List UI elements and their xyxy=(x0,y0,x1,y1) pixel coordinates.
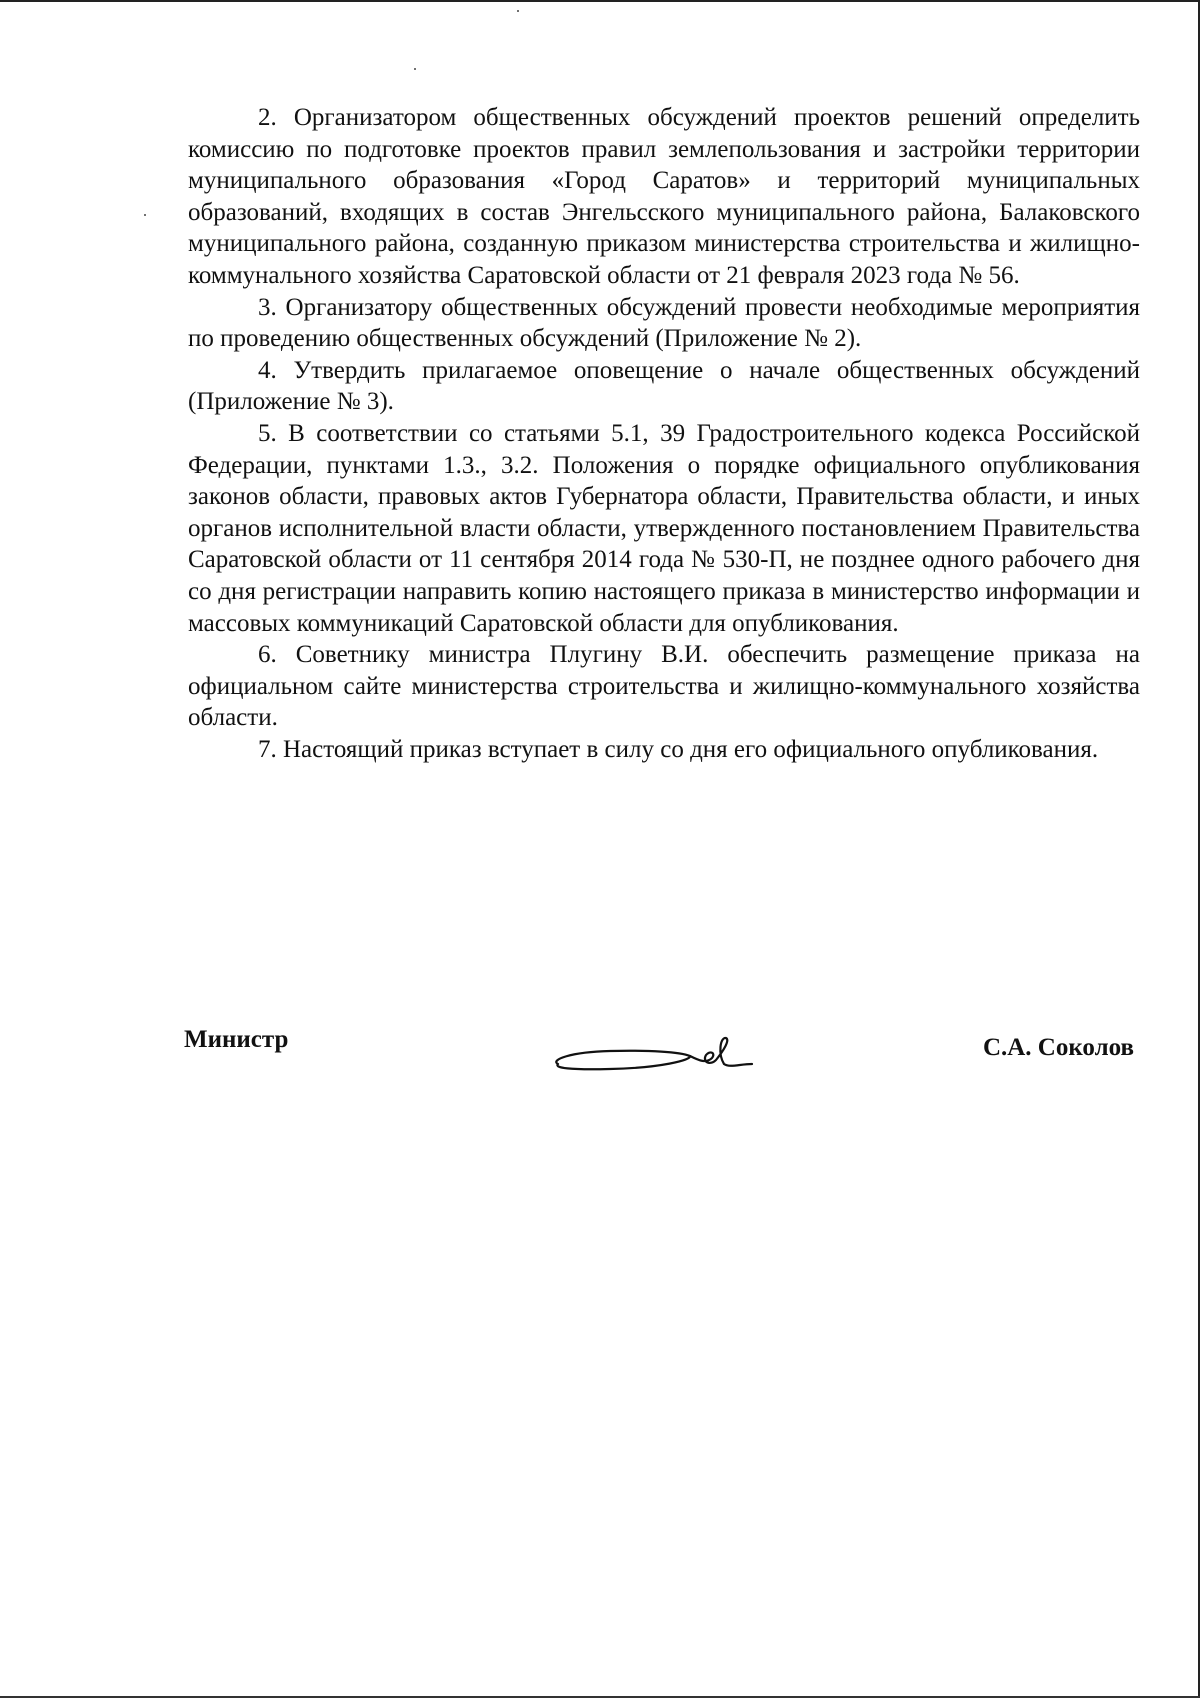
scan-edge-top xyxy=(0,0,1200,2)
scan-speck xyxy=(144,214,146,216)
scan-speck xyxy=(414,68,416,70)
paragraph-3: 3. Организатору общественных обсуждений провести необходимые мероприятия по проведению общественных обсуждений (Приложение № 2). xyxy=(188,293,1140,353)
paragraph-2: 2. Организатором общественных обсуждений проектов решений определить комиссию по подготовке проектов правил землепользования и застройки территории муниципального образования «Город Саратов» и территорий муниципальных образований, входящих в состав Энгельсского муниципального района, Балаковского муниципального района, созданную приказом министерства строительства и жилищно-коммунального хозяйства Саратовской области от 21 февраля 2023 года № 56. xyxy=(188,104,1140,289)
paragraph-5: 5. В соответствии со статьями 5.1, 39 Градостроительного кодекса Российской Федерации, пунктами 1.3., 3.2. Положения о порядке официального опубликования законов области, правовых актов Губернатора области, Правительства области, и иных органов исполнительной власти области, утвержденного постановлением Правительства Саратовской области от 11 сентября 2014 года № 530-П, не позднее одного рабочего дня со дня регистрации направить копию настоящего приказа в министерство информации и массовых коммуникаций Саратовской области для опубликования. xyxy=(188,419,1140,637)
paragraph-6: 6. Советнику министра Плугину В.И. обеспечить размещение приказа на официальном сайте министерства строительства и жилищно-коммунального хозяйства области. xyxy=(188,641,1140,732)
signature-block xyxy=(184,1020,1136,1100)
document-body xyxy=(188,102,1140,765)
paragraph-4: 4. Утвердить прилагаемое оповещение о начале общественных обсуждений (Приложение № 3). xyxy=(188,356,1140,416)
signatory-name: С.А. Соколов xyxy=(982,1034,1134,1061)
paragraph-7: 7. Настоящий приказ вступает в силу со дня его официального опубликования. xyxy=(258,735,1099,763)
handwritten-signature xyxy=(540,1020,760,1090)
scan-speck xyxy=(517,10,519,12)
signatory-title: Министр xyxy=(184,1026,289,1053)
